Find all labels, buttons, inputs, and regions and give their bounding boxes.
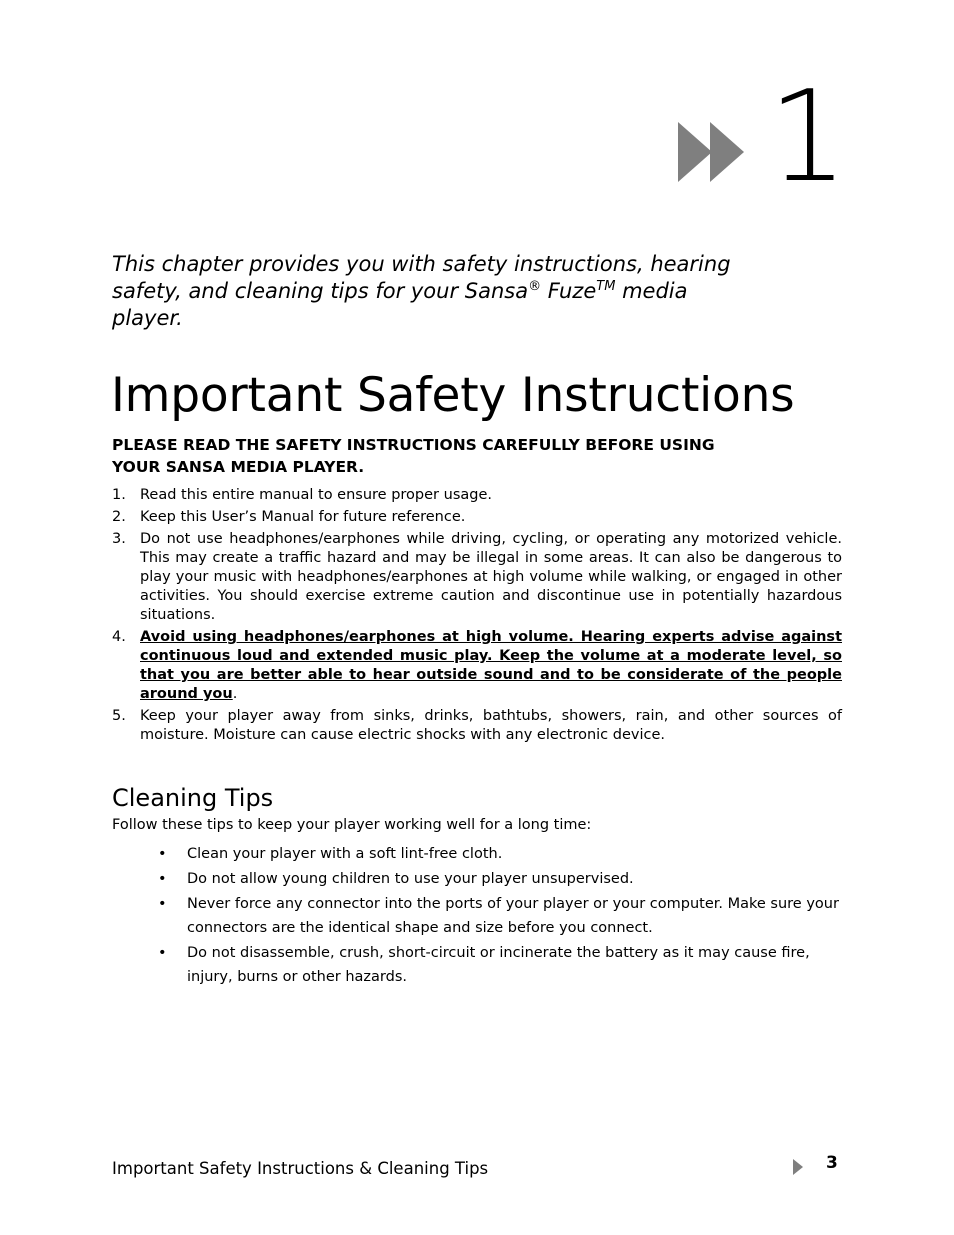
safety-instructions-list	[112, 486, 842, 748]
item-tail: .	[232, 686, 238, 702]
list-item	[112, 867, 842, 891]
list-item	[112, 508, 842, 527]
trademark-mark: TM	[596, 279, 616, 294]
chapter-intro	[112, 251, 792, 332]
intro-line-1: This chapter provides you with safety instructions, hearing	[112, 252, 731, 276]
list-item	[112, 530, 842, 625]
list-item	[112, 486, 842, 505]
bullet: •	[158, 896, 167, 912]
list-item	[112, 842, 842, 866]
tip-text: Do not disassemble, crush, short-circuit or incinerate the battery as it may cause fire, injury, burns or other hazards.	[187, 945, 810, 985]
tip-text: Clean your player with a soft lint-free cloth.	[187, 846, 503, 862]
tip-text: Never force any connector into the ports of your player or your computer. Make sure your connectors are the identical shape and size before you connect.	[187, 896, 839, 936]
section-title-cleaning: Cleaning Tips	[112, 784, 274, 812]
intro-line-2-mid: Fuze	[541, 279, 597, 303]
bullet: •	[158, 871, 167, 887]
list-item	[112, 892, 842, 940]
cleaning-intro: Follow these tips to keep your player working well for a long time:	[112, 817, 592, 833]
registered-mark: ®	[528, 279, 542, 294]
cleaning-tips-list	[112, 842, 842, 990]
list-item	[112, 628, 842, 704]
chapter-number: 1	[768, 63, 849, 210]
item-text: Do not use headphones/earphones while driving, cycling, or operating any motorized vehicle. This may create a traffic hazard and may be illegal in some areas. It can also be dangerous to play your music with headphones/earphones at high volume while walking, or engaged in other activities. You should exercise extreme caution and discontinue use in potentially hazardous situations.	[140, 531, 842, 623]
item-number: 1.	[112, 487, 126, 503]
double-arrow-right-icon	[676, 120, 746, 184]
bullet: •	[158, 846, 167, 862]
item-text: Read this entire manual to ensure proper usage.	[140, 487, 492, 503]
warning-line-2: YOUR SANSA MEDIA PLAYER.	[112, 458, 365, 476]
item-number: 3.	[112, 531, 126, 547]
intro-line-2-post: media	[615, 279, 688, 303]
intro-line-3: player.	[112, 306, 183, 330]
bullet: •	[158, 945, 167, 961]
item-number: 5.	[112, 708, 126, 724]
list-item	[112, 941, 842, 989]
page-title: Important Safety Instructions	[111, 368, 795, 423]
page-number: 3	[826, 1153, 838, 1173]
item-text: Keep your player away from sinks, drinks, bathtubs, showers, rain, and other sources of moisture. Moisture can cause electric shocks with any electronic device.	[140, 708, 842, 743]
tip-text: Do not allow young children to use your player unsupervised.	[187, 871, 634, 887]
item-number: 2.	[112, 509, 126, 525]
footer-title: Important Safety Instructions & Cleaning Tips	[112, 1159, 489, 1178]
item-number: 4.	[112, 629, 126, 645]
chapter-marker	[676, 63, 849, 210]
safety-warning	[112, 434, 812, 478]
intro-line-2-pre: safety, and cleaning tips for your Sansa	[112, 279, 529, 303]
arrow-right-icon	[792, 1158, 804, 1176]
warning-line-1: PLEASE READ THE SAFETY INSTRUCTIONS CAREFULLY BEFORE USING	[112, 436, 715, 454]
list-item	[112, 707, 842, 745]
hearing-warning-text: Avoid using headphones/earphones at high volume. Hearing experts advise against continuous loud and extended music play. Keep the volume at a moderate level, so that you are better able to hear outside sound and to be considerate of the people around you	[140, 629, 842, 702]
item-text: Keep this User’s Manual for future reference.	[140, 509, 466, 525]
